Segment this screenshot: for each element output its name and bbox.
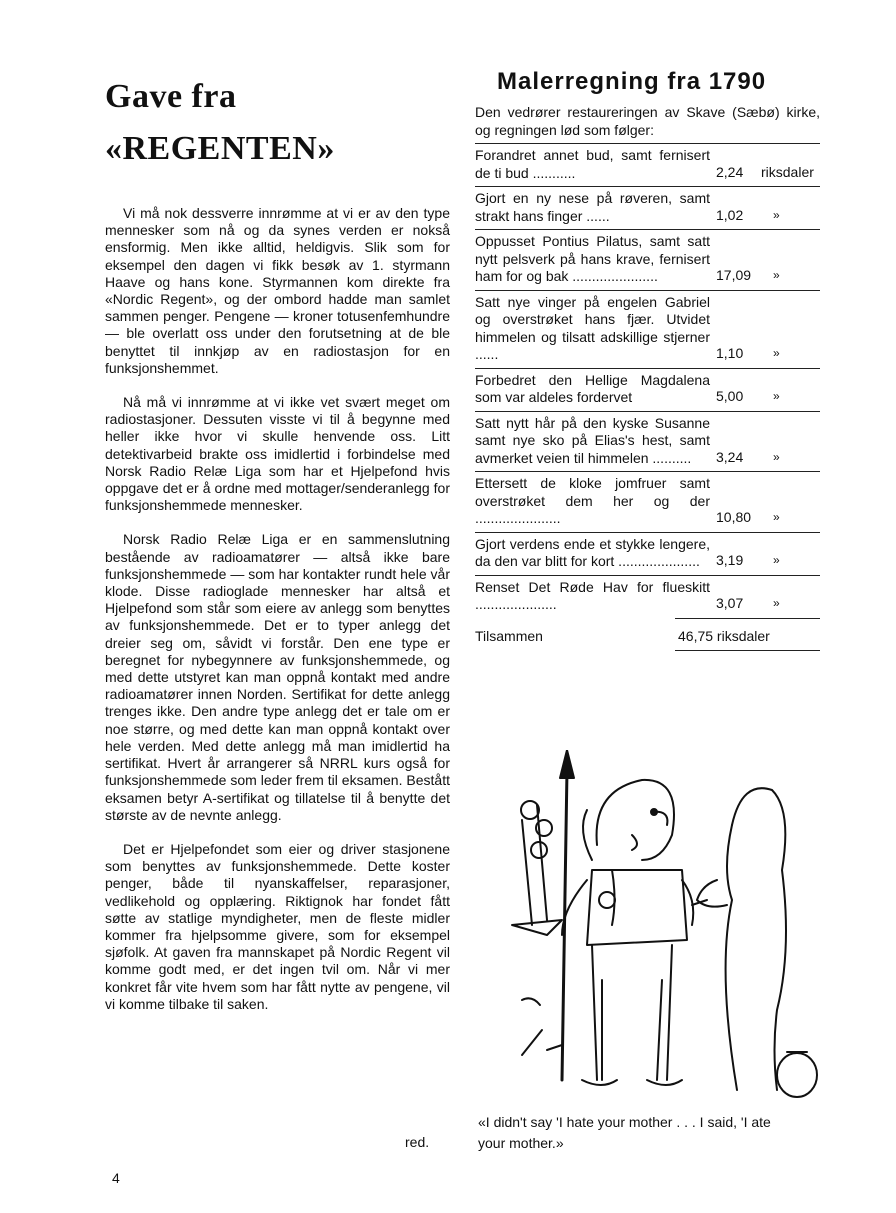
bill-item-text: Forbedret den Hellige Magdalena som var aldeles fordervet: [475, 371, 710, 405]
bill-item-amount: 5,00: [716, 388, 744, 404]
article-paragraph: Norsk Radio Relæ Liga er en sammenslutning bestående av radioamatører — altså ikke bare funksjonshemmede — som har kontakter rundt hele vår klode. Disse radioglade mennesker har altså et Hjelpefond som står som eiere av anlegg som benyttes av funksjonshemmede. Det er to typer anlegg det dreier seg om, såvidt vi forstår. Den ene type er beregnet for nybegynnere av funksjonshemmede, og med dette utstyret kan man oppnå kontakt med andre radioamatører innen Norden. Sertifikat for dette anlegg trenges ikke. Den andre type anlegg det er tale om er noe større, og med dette kan man oppnå kontakt over hele verden. Med dette anlegg må man imidlertid ha sertifikat. Hvert år arrangerer så NRRL kurs også for funksjonshemmede som leder frem til eksamen. Bestått eksamen betyr A-sertifikat og tillatelse til å benytte det største av de nevnte anlegg.: [105, 531, 450, 823]
bill-item-text: Satt nye vinger på engelen Gabriel og overstrøket hans fjær. Utvidet himmelen og tilsatt adskillige stjerner ......: [475, 293, 710, 362]
bill-item: [475, 471, 820, 532]
bill-item: [475, 186, 820, 229]
article-gave-fra-regenten: [105, 75, 450, 1030]
bill-item: [475, 532, 820, 575]
bill-item-amount: 17,09: [716, 267, 752, 283]
bill-item-unit: »: [773, 268, 780, 282]
bill-item-unit: »: [773, 449, 780, 464]
bill-item: [475, 290, 820, 368]
bill-total-row: [475, 622, 820, 646]
bill-item-amount: 3,24: [716, 448, 744, 465]
bill-intro: Den vedrører restaureringen av Skave (Sæbø) kirke, og regningen lød som følger:: [475, 104, 820, 138]
caveman-cartoon-illustration: [492, 750, 827, 1102]
bill-item-unit: »: [773, 346, 780, 360]
bill-item: [475, 143, 820, 186]
article-paragraph: Vi må nok dessverre innrømme at vi er av den type mennesker som nå og da synes verden er nokså ensformig. Men ikke alltid, heldigvis. Slik som for eksempel den dagen vi fikk besøk av 1. styrmann Haave og hans kone. Styrmannen kom direkte fra «Nordic Regent», og der ombord hadde man samlet sammen penger. Pengene — kroner totusenfemhundre — ble overlatt oss under den forutsetning at de ble benyttet til innkjøp av en radiostasjon for en funksjonshemmet.: [105, 205, 450, 376]
article-title-line1: Gave fra: [105, 78, 237, 115]
bill-item-unit: »: [773, 510, 780, 524]
bill-item-text: Renset Det Røde Hav for flueskitt .....................: [475, 578, 710, 612]
bill-item-amount: 3,07: [716, 595, 744, 611]
article-body: [105, 205, 450, 1013]
bill-item-amount: 1,02: [716, 206, 744, 223]
bill-item-unit: »: [773, 596, 780, 610]
total-rule: [675, 618, 820, 619]
bill-item: [475, 229, 820, 290]
bill-total-value: 46,75 riksdaler: [678, 627, 770, 644]
bill-item-unit: riksdaler: [761, 163, 814, 180]
cartoon-caption: «I didn't say 'I hate your mother . . . I said, 'I ate your mother.»: [478, 1114, 771, 1151]
bill-item: [475, 368, 820, 411]
article-paragraph: Det er Hjelpefondet som eier og driver stasjonene som benyttes av funksjonshemmede. Dette koster penger, både til nyanskaffelser, reparasjoner, vedlikehold og opplæring. Riktignok har fondet fått søtte av statlige myndigheter, men de fleste midler kommer fra hjelpsomme givere, som for eksempel sjøfolk. At gaven fra mannskapet på Nordic Regent vil komme godt med, er det ingen tvil om. Når vi mer konkret får vite hvem som har fått nytte av pengene, vil vi komme tilbake til saken.: [105, 840, 450, 1012]
bill-item-text: Satt nytt hår på den kyske Susanne samt nye sko på Elias's hest, samt avmerket veien til himmelen ..........: [475, 414, 710, 466]
bill-item: [475, 575, 820, 618]
article-malerregning: [475, 68, 820, 646]
bill-item-unit: »: [773, 553, 780, 567]
bill-item-amount: 3,19: [716, 552, 744, 568]
bill-item: [475, 411, 820, 472]
bill-item-amount: 2,24: [716, 163, 744, 180]
article-title-line2: «REGENTEN»: [105, 130, 335, 167]
bill-item-unit: »: [773, 207, 780, 222]
article-signoff: red.: [405, 1134, 430, 1150]
page-number: 4: [112, 1170, 120, 1186]
bill-item-text: Oppusset Pontius Pilatus, samt satt nytt pelsverk på hans krave, fernisert ham for og bak ......................: [475, 233, 710, 284]
bill-item-text: Gjort verdens ende et stykke lengere, da den var blitt for kort .....................: [475, 535, 710, 569]
bill-item-text: Forandret annet bud, samt fernisert de ti bud ...........: [475, 147, 710, 181]
total-rule: [675, 650, 820, 651]
bill-item-text: Ettersett de kloke jomfruer samt overstrøket dem her og der ......................: [475, 475, 710, 526]
bill-item-amount: 10,80: [716, 509, 752, 525]
bill-item-amount: 1,10: [716, 345, 744, 361]
bill-title: Malerregning fra 1790: [497, 68, 767, 95]
bill-total-label: Tilsammen: [475, 627, 543, 644]
article-paragraph: Nå må vi innrømme at vi ikke vet svært meget om radiostasjoner. Dessuten visste vi til å begynne med heller ikke hvor vi skulle henvende oss. Litt detektivarbeid brakte oss imidlertid i forbindelse med Norsk Radio Relæ Liga som har et Hjelpefond hvis oppgave det er å ordne med mottager/senderanlegg for funksjonshemmede mennesker.: [105, 394, 450, 514]
bill-item-unit: »: [773, 389, 780, 403]
bill-item-text: Gjort en ny nese på røveren, samt strakt hans finger ......: [475, 190, 710, 224]
